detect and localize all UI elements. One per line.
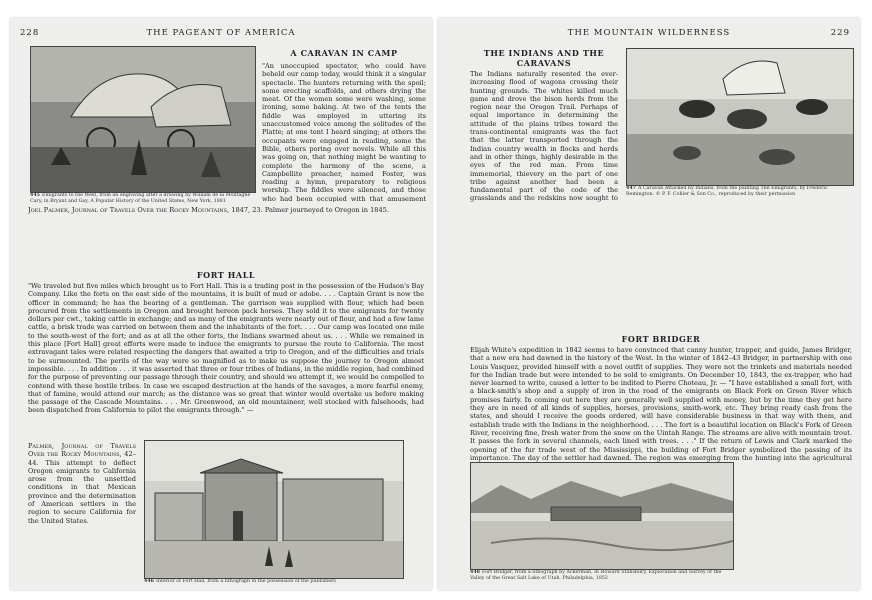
figure-446-number: 446 <box>144 578 155 584</box>
caravan-in-camp-source <box>28 206 424 264</box>
indians-text-wide-continuation <box>470 204 852 328</box>
fort-hall-lithograph <box>145 441 403 578</box>
figure-445-number: 445 <box>30 192 41 198</box>
figure-445-caption-text: Emigrants to the West, from an engraving after a drawing by William de la Montagne Cary, in Bryant and Gay, A Popular History of the United States, New York, 1881 <box>30 193 251 204</box>
right-running-title: THE MOUNTAIN WILDERNESS <box>567 28 731 38</box>
figure-446-image <box>144 440 404 579</box>
figure-447-number: 447 <box>626 185 637 191</box>
figure-448-caption <box>470 570 732 581</box>
figure-448-caption-text: Fort Bridger, from a lithograph by Ackerman, in Howard Stansbury, Exploration and Survey of the Valley of the Great Salt Lake of Utah, Philadelphia, 1852 <box>470 570 722 581</box>
figure-447-caption-text: A Caravan Attacked by Indians, from the painting The Emigrants, by Frederic Remington. © P. F. Collier & Son Co., reproduced by their permission <box>626 186 828 197</box>
caravan-in-camp-citation: Joel Palmer, Journal of Travels Over the Rocky Mountains, 1847, 23. <box>28 206 263 214</box>
caravan-in-camp-note: Palmer journeyed to Oregon in 1845. <box>264 206 389 214</box>
figure-447-image <box>626 48 854 186</box>
figure-446-caption-text: Interior of Fort Hall, from a lithograph in the possession of the publishers <box>156 579 336 584</box>
left-page-number: 228 <box>20 28 40 38</box>
section-heading-fort-hall: FORT HALL <box>196 270 256 280</box>
caravan-in-camp-text-column <box>262 62 426 202</box>
right-page <box>438 18 860 590</box>
left-running-title: THE PAGEANT OF AMERICA <box>146 28 296 38</box>
indians-text-narrow-column <box>470 70 618 202</box>
figure-445-caption <box>30 193 254 204</box>
figure-448-image <box>470 462 734 570</box>
indians-and-caravans-text: The Indians naturally resented the ever-increasing flood of wagons crossing their hunting grounds. The whites killed much game and drove the bison herds from the region near the Oregon Trail. Perhaps of equal importance in determining the attitude of the plains tribes toward the trans-continental emigrants was the fact that the latter transported through the Indian country wealth in flocks and herds and in other things, highly desirable in the eyes of the red man. From time immemorial, thievery on the part of one tribe against another had been a fundamental part of the code of the grasslands and the redskins now sought to <box>470 70 618 202</box>
fort-hall-source-column <box>28 442 136 582</box>
fort-hall-citation: Palmer, Journal of Travels Over the Rocky Mountains, 42–44. <box>28 442 136 467</box>
figure-445-image <box>30 46 256 193</box>
section-heading-caravan-in-camp: A CARAVAN IN CAMP <box>290 48 398 58</box>
figure-446-caption <box>144 579 402 585</box>
caravan-attacked-painting <box>627 49 853 185</box>
emigrant-camp-engraving <box>31 47 255 192</box>
figure-447-caption <box>626 186 852 197</box>
fort-hall-note: This attempt to deflect Oregon emigrants to California arose from the unsettled conditions in that Mexican province and the determination of American settlers in the region to secure California for the United States. <box>28 458 136 525</box>
left-running-head <box>20 28 422 40</box>
fort-bridger-text: Elijah White's expedition in 1842 seems to have convinced that canny hunter, trapper, and guide, James Bridger, that a new era had dawned in the history of the West. In the winter of 1842–43 Bridger, in partnership with one Louis Vasquez, provided himself with a novel outfit of supplies. They were not the trinkets and materials needed for the Indian trade but were intended to be sold to emigrants. On December 10, 1843, the ex-trapper, who had never learned to write, caused a letter to be indited to Pierre Choteau, Jr. — "I have established a small fort, with a black-smith's shop and a supply of iron in the road of the emigrants on Black Fork on Green River which promises fairly. In coming out here they are generally well supplied with money, but by the time they get here they are in need of all kinds of supplies, horses, provisions, smith-work, etc. They bring ready cash from the states, and should I receive the goods ordered, will have considerable business in that way with them, and establish trade with the Indians in the neighborhood. . . . The fort is a beautiful location on Black's Fork of Green River, receiving fine, fresh water from the snow on the Uintah Range. The streams are alive with mountain trout. It passes the fork in several channels, each lined with trees. . . ." If the return of Lewis and Clark marked the opening of the fur trade west of the Mississippi, the building of Fort Bridger symbolized the passing of its importance. The day of the settler had dawned. The region was emerging from the hunting into the agricultural <box>470 346 852 462</box>
figure-448-number: 448 <box>470 569 481 575</box>
right-running-head <box>448 28 850 40</box>
caravan-in-camp-text: "An unoccupied spectator, who could have beheld our camp today, would think it a singular spectacle. The hunters returning with the spoil; some erecting scaffolds, and others drying the meat. Of the women some were washing, some ironing, some baking. At two of the tents the fiddle was employed in uttering its unaccustomed voice among the solitudes of the Platte; at one tent I heard singing; at others the occupants were engaged in reading, some the Bible, others poring over novels. While all this was going on, that nothing might be wanting to complete the harmony of the scene, a Campbellite preacher, named Foster, was reading a hymn, preparatory to religious worship. The fiddles were silenced, and those who had been occupied with that amusement <box>262 62 426 202</box>
section-heading-indians-and-caravans: THE INDIANS AND THE CARAVANS <box>483 48 605 68</box>
right-page-number: 229 <box>830 28 850 38</box>
section-heading-fort-bridger: FORT BRIDGER <box>621 334 701 344</box>
fort-hall-text: "We traveled but five miles which brought us to Fort Hall. This is a trading post in the possession of the Hudson's Bay Company. Like the forts on the east side of the mountains, it is built of mud or adobe. . . . Captain Grant is now the officer in command; he has the bearing of a gentleman. The garrison was supplied with flour, which had been procured from the settlements in Oregon and brought hereon pack horses. They sold it to the emigrants for twenty dollars per cwt., taking cattle in exchange; and as many of the emigrants were nearly out of flour, and had a few lame cattle, a brisk trade was carried on between them and the inhabitants of the fort. . . . Our camp was located one mile to the south-west of the fort; and as at all the other forts, the Indians swarmed about us. . . . While we remained in this place [Fort Hall] great efforts were made to induce the emigrants to pursue the route to California. The most extravagant tales were related respecting the dangers that awaited a trip to Oregon, and of the difficulties and trials to be surmounted. The perils of the way were so magnified as to make us suppose the journey to Oregon almost impossible. . . . In addition . . . it was asserted that three or four tribes of Indians, in the middle region, had combined for the purpose of preventing our passage through their country, and should we attempt it, we would be compelled to contend with these hostile tribes. In case we escaped destruction at the hands of the savages, a more fearful enemy, that of famine, would attend our march; as the distance was so great that winter would overtake us before making the passage of the Cascade Mountains. . . . Mr. Greenwood, an old mountaineer, well stocked with falsehoods, had been dispatched from California to pilot the emigrants through." — <box>28 282 424 415</box>
left-page <box>10 18 432 590</box>
fort-bridger-lithograph <box>471 463 733 569</box>
